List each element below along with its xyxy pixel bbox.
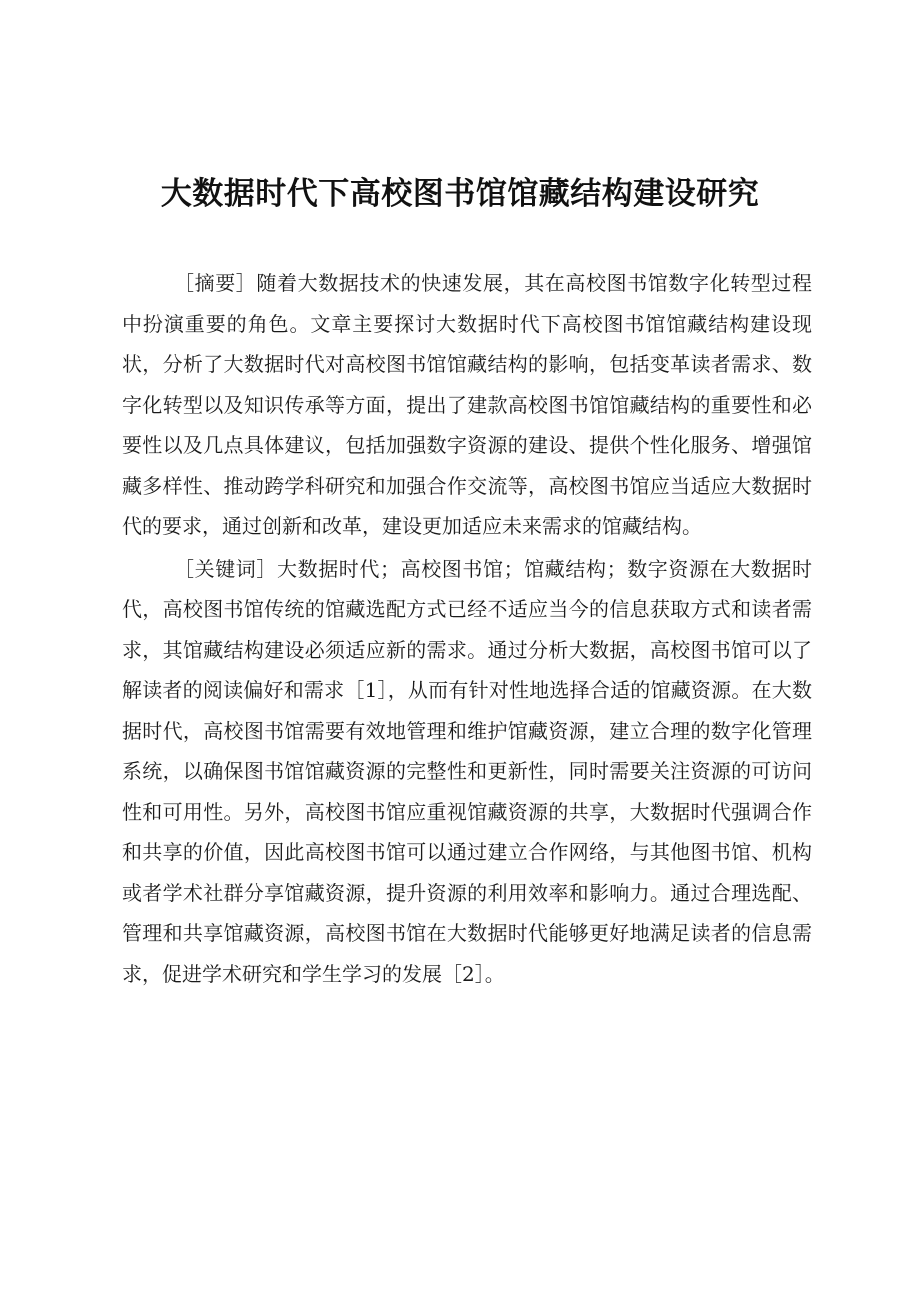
document-body xyxy=(122,263,812,994)
keywords-paragraph: ［关键词］大数据时代；高校图书馆；馆藏结构；数字资源在大数据时代，高校图书馆传统的馆藏选配方式已经不适应当今的信息获取方式和读者需求，其馆藏结构建设必须适应新的需求。通过分析大数据，高校图书馆可以了解读者的阅读偏好和需求［1］，从而有针对性地选择合适的馆藏资源。在大数据时代，高校图书馆需要有效地管理和维护馆藏资源，建立合理的数字化管理系统，以确保图书馆馆藏资源的完整性和更新性，同时需要关注资源的可访问性和可用性。另外，高校图书馆应重视馆藏资源的共享，大数据时代强调合作和共享的价值，因此高校图书馆可以通过建立合作网络，与其他图书馆、机构或者学术社群分享馆藏资源，提升资源的利用效率和影响力。通过合理选配、管理和共享馆藏资源，高校图书馆在大数据时代能够更好地满足读者的信息需求，促进学术研究和学生学习的发展［2］。 xyxy=(122,556,812,986)
document-title: 大数据时代下高校图书馆馆藏结构建设研究 xyxy=(160,176,760,212)
abstract-paragraph: ［摘要］随着大数据技术的快速发展，其在高校图书馆数字化转型过程中扮演重要的角色。文章主要探讨大数据时代下高校图书馆馆藏结构建设现状，分析了大数据时代对高校图书馆馆藏结构的影响，包括变革读者需求、数字化转型以及知识传承等方面，提出了建款高校图书馆馆藏结构的重要性和必要性以及几点具体建议，包括加强数字资源的建设、提供个性化服务、增强馆藏多样性、推动跨学科研究和加强合作交流等，高校图书馆应当适应大数据时代的要求，通过创新和改革，建设更加适应未来需求的馆藏结构。 xyxy=(122,271,812,538)
